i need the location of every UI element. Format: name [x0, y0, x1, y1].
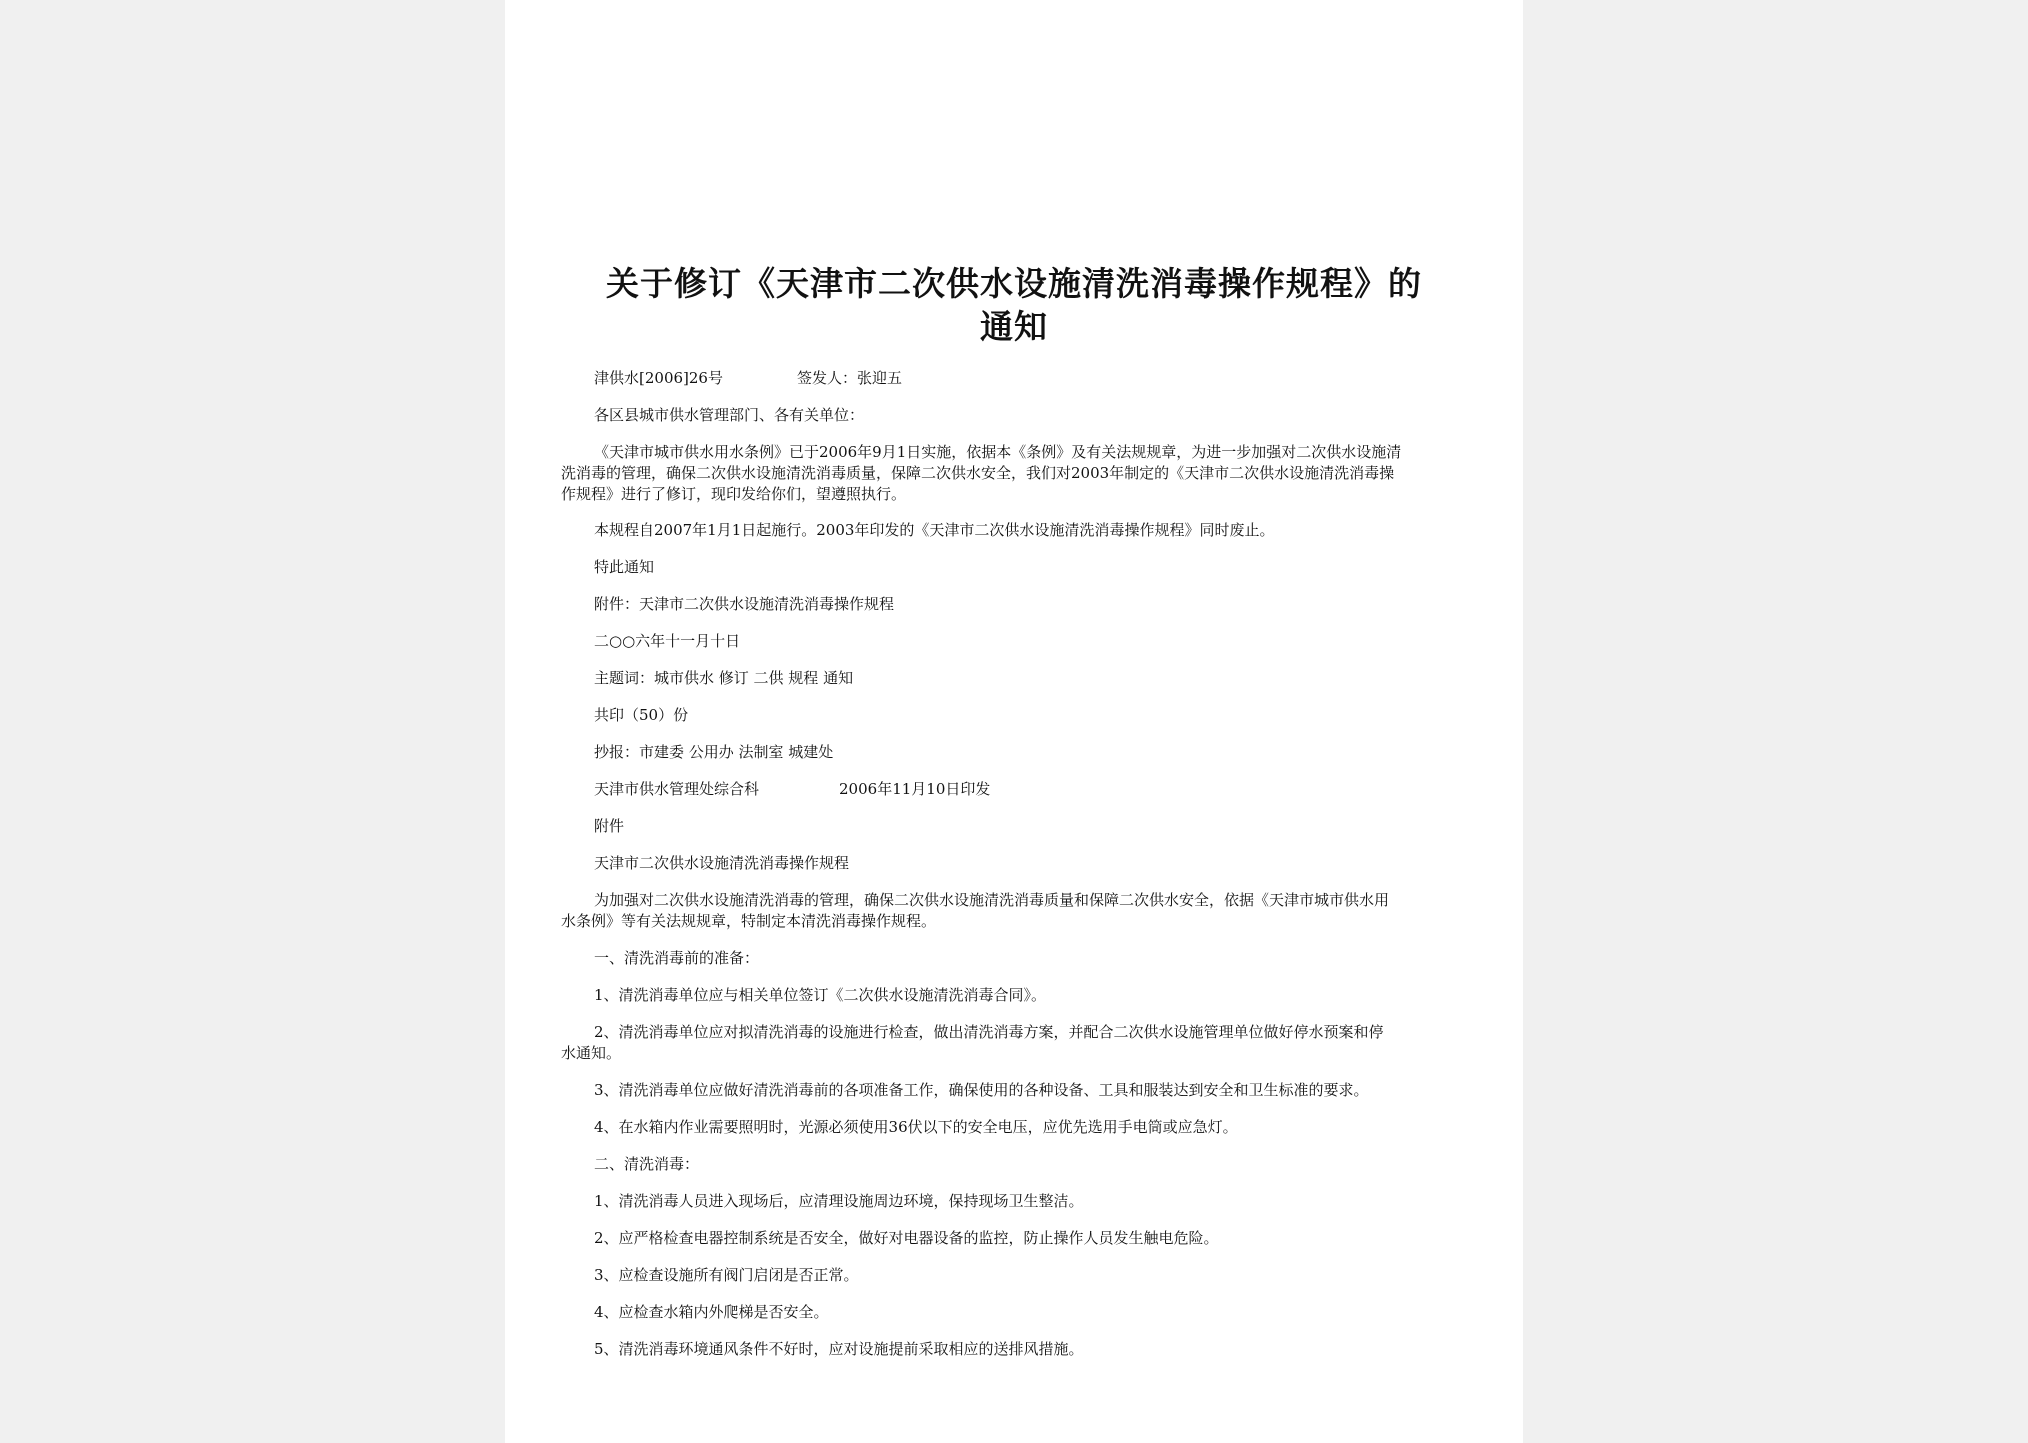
attachment-title: 天津市二次供水设施清洗消毒操作规程 — [594, 854, 850, 872]
doc-number: 津供水[2006]26号 — [594, 369, 723, 387]
notice-line: 特此通知 — [594, 558, 655, 576]
intro-paragraph — [561, 442, 1471, 505]
issuer: 天津市供水管理处综合科 — [594, 780, 760, 798]
section-2-item-3: 3、应检查设施所有阀门启闭是否正常。 — [594, 1266, 859, 1284]
attachment-reference: 附件：天津市二次供水设施清洗消毒操作规程 — [594, 595, 895, 613]
section-2-item-1: 1、清洗消毒人员进入现场后，应清理设施周边环境，保持现场卫生整洁。 — [594, 1192, 1084, 1210]
copies-line: 共印（50）份 — [594, 706, 689, 724]
preamble-paragraph — [561, 890, 1471, 932]
attachment-label: 附件 — [594, 817, 625, 835]
recipients: 各区县城市供水管理部门、各有关单位： — [594, 406, 865, 424]
section-2-heading: 二、清洗消毒： — [594, 1155, 700, 1173]
section-1-item-2-line-2: 水通知。 — [561, 1044, 622, 1062]
section-1-heading: 一、清洗消毒前的准备： — [594, 949, 760, 967]
preamble-line-2: 水条例》等有关法规规章，特制定本清洗消毒操作规程。 — [561, 912, 937, 930]
print-date: 2006年11月10日印发 — [839, 780, 991, 798]
intro-line-2: 洗消毒的管理，确保二次供水设施清洗消毒质量，保障二次供水安全，我们对2003年制定的《天津市二次供水设施清洗消毒操 — [561, 464, 1395, 482]
section-1-item-2-line-1: 2、清洗消毒单位应对拟清洗消毒的设施进行检查，做出清洗消毒方案，并配合二次供水设施管理单位做好停水预案和停 — [594, 1023, 1384, 1041]
section-1-item-1: 1、清洗消毒单位应与相关单位签订《二次供水设施清洗消毒合同》。 — [594, 986, 1047, 1004]
section-1-item-4: 4、在水箱内作业需要照明时，光源必须使用36伏以下的安全电压，应优先选用手电筒或应急灯。 — [594, 1118, 1238, 1136]
section-2-item-5: 5、清洗消毒环境通风条件不好时，应对设施提前采取相应的送排风措施。 — [594, 1340, 1084, 1358]
intro-line-1: 《天津市城市供水用水条例》已于2006年9月1日实施，依据本《条例》及有关法规规章，为进一步加强对二次供水设施清 — [594, 443, 1402, 461]
intro-line-3: 作规程》进行了修订，现印发给你们，望遵照执行。 — [561, 485, 907, 503]
keywords-line: 主题词：城市供水 修订 二供 规程 通知 — [594, 669, 854, 687]
preamble-line-1: 为加强对二次供水设施清洗消毒的管理，确保二次供水设施清洗消毒质量和保障二次供水安全，依据《天津市城市供水用 — [594, 891, 1390, 909]
signer: 签发人：张迎五 — [796, 369, 902, 387]
section-1-item-3: 3、清洗消毒单位应做好清洗消毒前的各项准备工作，确保使用的各种设备、工具和服装达到安全和卫生标准的要求。 — [594, 1081, 1369, 1099]
title-line-1: 关于修订《天津市二次供水设施清洗消毒操作规程》的 — [606, 264, 1422, 303]
doc-meta — [594, 368, 902, 388]
document-page — [505, 0, 1523, 1443]
document-title — [545, 262, 1483, 348]
section-2-item-2: 2、应严格检查电器控制系统是否安全，做好对电器设备的监控，防止操作人员发生触电危险。 — [594, 1229, 1219, 1247]
cc-line: 抄报：市建委 公用办 法制室 城建处 — [594, 743, 834, 761]
title-line-2: 通知 — [980, 307, 1048, 346]
effective-date-paragraph: 本规程自2007年1月1日起施行。2003年印发的《天津市二次供水设施清洗消毒操作规程》同时废止。 — [594, 521, 1275, 539]
section-1-item-2 — [561, 1022, 1471, 1064]
section-2-item-4: 4、应检查水箱内外爬梯是否安全。 — [594, 1303, 829, 1321]
issue-date-line: 二○○六年十一月十日 — [594, 632, 741, 650]
issuer-line — [594, 779, 990, 799]
